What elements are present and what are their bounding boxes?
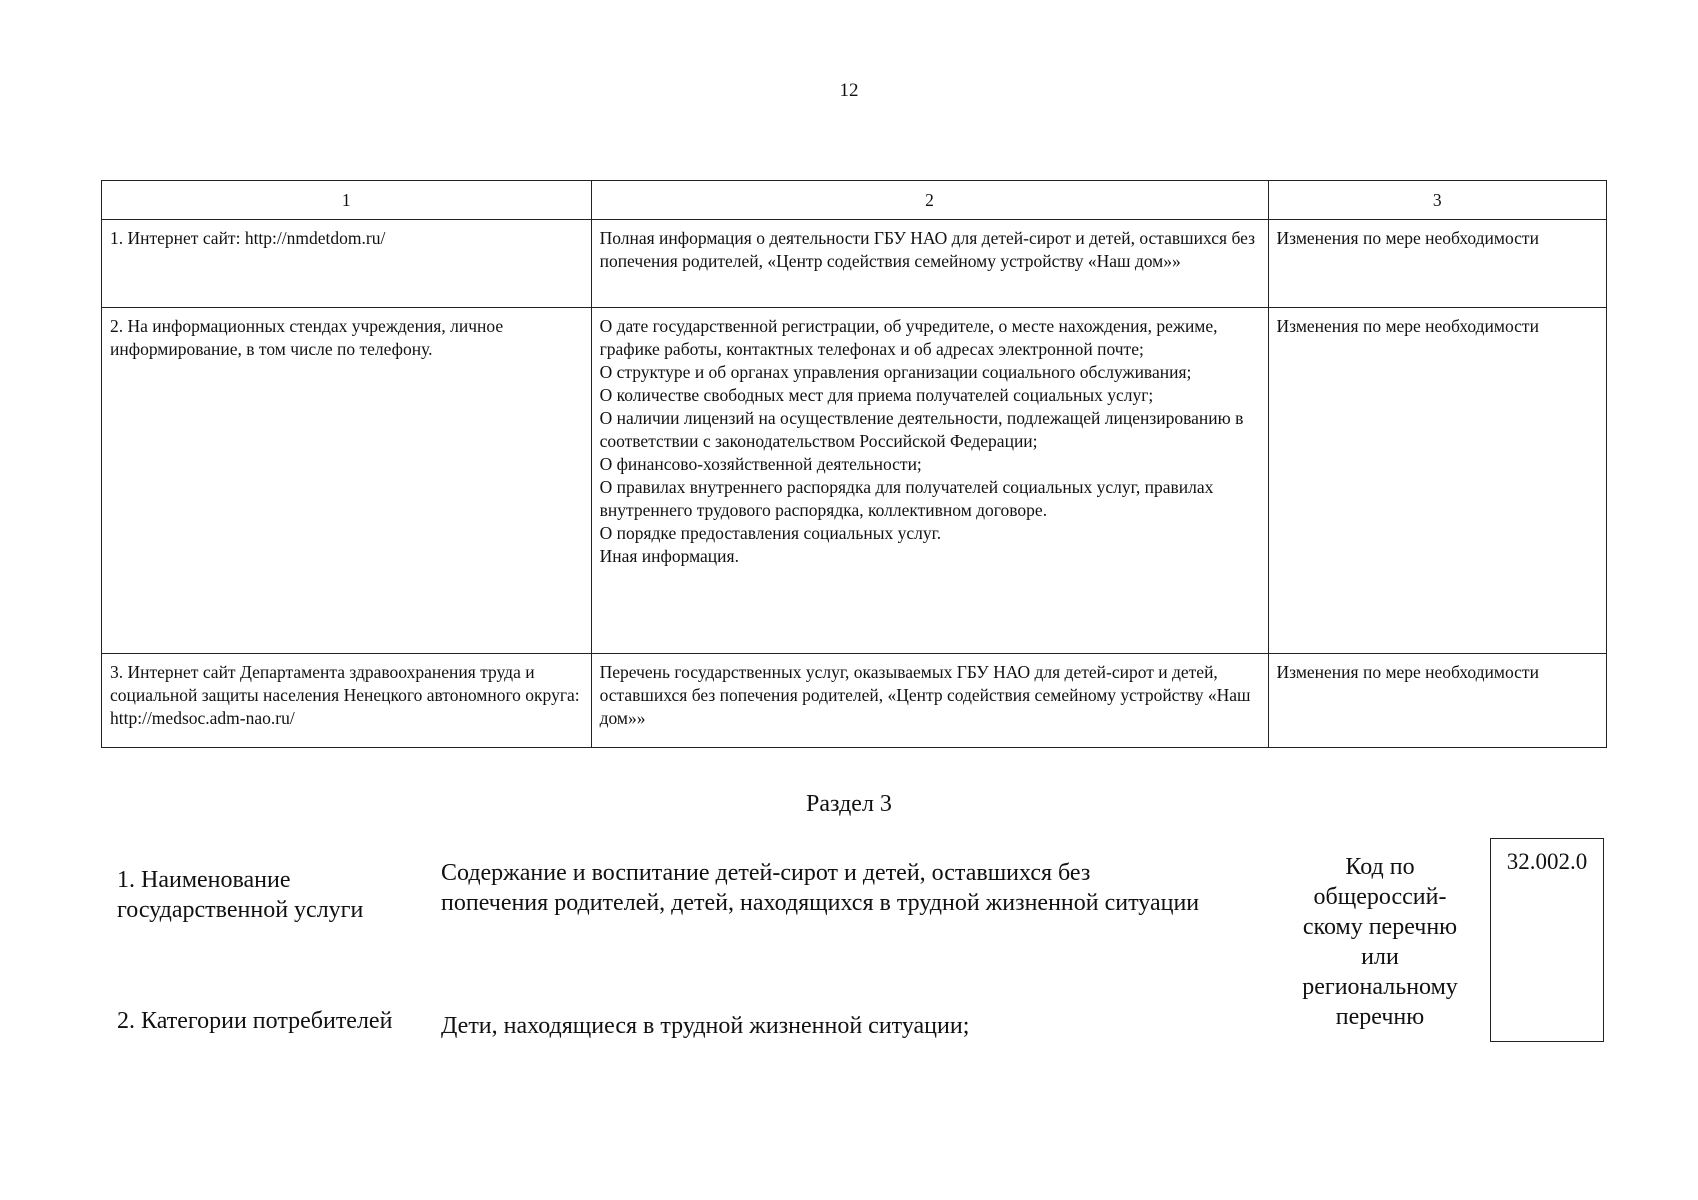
service-name-label: 1. Наименование государственной услуги <box>117 867 364 923</box>
method-cell: 1. Интернет сайт: http://nmdetdom.ru/ <box>102 220 592 308</box>
content-cell <box>591 654 1268 748</box>
method-cell: 3. Интернет сайт Департамента здравоохранения труда и социальной защиты населения Ненецкого автономного округа: http://medsoc.adm-nao.ru/ <box>102 654 592 748</box>
content-line: Полная информация о деятельности ГБУ НАО для детей-сирот и детей, оставшихся без попечения родителей, «Центр содействия семейному устройству «Наш дом»» <box>599 228 1256 271</box>
table-row <box>102 308 1607 654</box>
code-label: Код по общероссий-скому перечню или региональному перечню <box>1302 854 1458 1030</box>
frequency-cell: Изменения по мере необходимости <box>1268 220 1606 308</box>
content-cell <box>591 220 1268 308</box>
frequency-cell: Изменения по мере необходимости <box>1268 654 1606 748</box>
code-box <box>1490 838 1604 1042</box>
content-line: О правилах внутреннего распорядка для получателей социальных услуг, правилах внутреннего трудового распорядка, коллективном договоре. <box>599 477 1214 520</box>
code-value: 32.002.0 <box>1506 849 1588 874</box>
column-header-3: 3 <box>1268 181 1606 220</box>
content-line: О наличии лицензий на осуществление деятельности, подлежащей лицензированию в соответствии с законодательством Российской Федерации; <box>599 408 1244 451</box>
content-line: О дате государственной регистрации, об учредителе, о месте нахождения, режиме, графике работы, контактных телефонах и об адресах электронной почте; <box>599 316 1218 359</box>
column-header-2: 2 <box>591 181 1268 220</box>
consumers-value: Дети, находящиеся в трудной жизненной ситуации; <box>441 1013 970 1039</box>
table-row <box>102 220 1607 308</box>
info-table <box>101 180 1607 748</box>
table-row <box>102 654 1607 748</box>
content-line: О финансово-хозяйственной деятельности; <box>599 454 922 474</box>
content-line: О порядке предоставления социальных услуг. <box>599 523 942 543</box>
content-line: Иная информация. <box>599 546 739 566</box>
content-line: О количестве свободных мест для приема получателей социальных услуг; <box>599 385 1154 405</box>
service-name-value: Содержание и воспитание детей-сирот и детей, оставшихся без попечения родителей, детей, находящихся в трудной жизненной ситуации <box>441 860 1200 916</box>
method-cell: 2. На информационных стендах учреждения, личное информирование, в том числе по телефону. <box>102 308 592 654</box>
consumers-label: 2. Категории потребителей <box>117 1008 393 1034</box>
page-number: 12 <box>839 80 859 101</box>
content-line: О структуре и об органах управления организации социального обслуживания; <box>599 362 1192 382</box>
frequency-cell: Изменения по мере необходимости <box>1268 308 1606 654</box>
content-cell <box>591 308 1268 654</box>
column-header-1: 1 <box>102 181 592 220</box>
content-line: Перечень государственных услуг, оказываемых ГБУ НАО для детей-сирот и детей, оставшихся без попечения родителей, «Центр содействия семейному устройству «Наш дом»» <box>599 662 1251 728</box>
table-header-row <box>102 181 1607 220</box>
section-title: Раздел 3 <box>806 791 892 817</box>
